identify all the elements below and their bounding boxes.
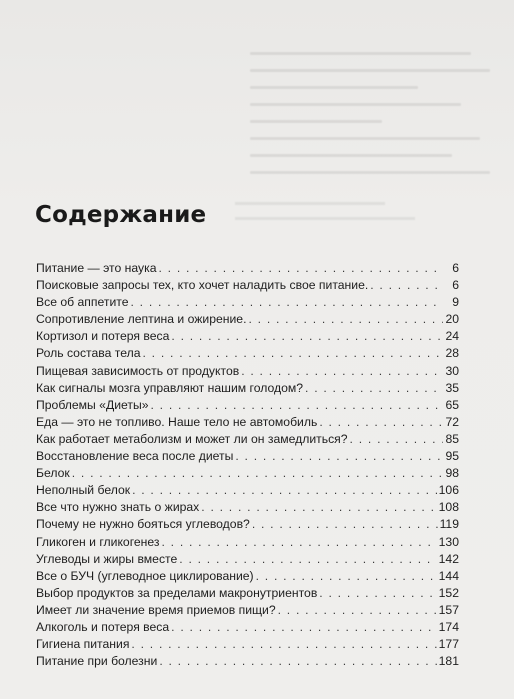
dot-leader — [143, 345, 444, 362]
toc-entry-title: Гигиена питания — [36, 637, 130, 652]
toc-entry[interactable] — [36, 516, 459, 533]
toc-entry-page: 65 — [445, 397, 459, 412]
toc-entry[interactable] — [36, 345, 459, 362]
dot-leader — [151, 397, 444, 414]
dot-leader — [131, 636, 436, 653]
dot-leader — [248, 311, 443, 328]
toc-entry[interactable] — [36, 602, 459, 619]
toc-entry-page: 24 — [445, 329, 459, 344]
toc-entry[interactable] — [36, 482, 459, 499]
toc-entry-title: Все о БУЧ (углеводное циклирование) — [36, 568, 254, 583]
toc-entry[interactable] — [36, 363, 459, 380]
toc-entry-page: 144 — [438, 568, 459, 583]
toc-entry[interactable] — [36, 619, 459, 636]
page-title: Содержание — [35, 202, 207, 228]
toc-entry-page: 108 — [438, 500, 459, 515]
toc-entry-page: 6 — [452, 278, 459, 293]
toc-entry[interactable] — [36, 328, 459, 345]
toc-entry-title: Роль состава тела — [36, 346, 141, 361]
toc-entry[interactable] — [36, 397, 459, 414]
dot-leader — [350, 431, 443, 448]
toc-entry-page: 157 — [438, 602, 459, 617]
toc-entry-page: 130 — [438, 534, 459, 549]
dot-leader — [171, 619, 436, 636]
toc-entry-page: 95 — [445, 449, 459, 464]
dot-leader — [252, 516, 438, 533]
toc-entry-title: Углеводы и жиры вместе — [36, 551, 178, 566]
toc-entry[interactable] — [36, 585, 459, 602]
toc-entry-title: Как сигналы мозга управляют нашим голодом? — [36, 380, 304, 395]
toc-entry[interactable] — [36, 534, 459, 551]
toc-entry[interactable] — [36, 260, 459, 277]
toc-entry-title: Пищевая зависимость от продуктов — [36, 363, 240, 378]
toc-entry[interactable] — [36, 568, 459, 585]
toc-entry-title: Все что нужно знать о жирах — [36, 500, 200, 515]
dot-leader — [179, 551, 436, 568]
toc-entry-page: 98 — [445, 466, 459, 481]
dot-leader — [278, 602, 437, 619]
toc-entry-page: 30 — [445, 363, 459, 378]
toc-entry[interactable] — [36, 431, 459, 448]
dot-leader — [158, 260, 443, 277]
dot-leader — [132, 482, 437, 499]
toc-entry[interactable] — [36, 465, 459, 482]
toc-entry-page: 9 — [452, 295, 459, 310]
dot-leader — [235, 448, 443, 465]
bleed-through-text-lower — [235, 202, 485, 232]
toc-entry[interactable] — [36, 653, 459, 670]
dot-leader — [241, 363, 443, 380]
bleed-through-text — [250, 52, 490, 188]
toc-entry-page: 181 — [438, 654, 459, 669]
toc-entry-title: Почему не нужно бояться углеводов? — [36, 517, 250, 532]
dot-leader — [171, 328, 443, 345]
dot-leader — [161, 534, 436, 551]
toc-entry-title: Проблемы «Диеты» — [36, 397, 149, 412]
toc-entry-page: 142 — [438, 551, 459, 566]
toc-entry[interactable] — [36, 311, 459, 328]
toc-entry-title: Еда — это не топливо. Наше тело не автомобиль — [36, 414, 318, 429]
table-of-contents — [36, 260, 459, 670]
toc-entry-title: Поисковые запросы тех, кто хочет наладить свое питание. — [36, 278, 369, 293]
toc-entry[interactable] — [36, 448, 459, 465]
toc-entry[interactable] — [36, 294, 459, 311]
toc-entry-title: Питание при болезни — [36, 654, 158, 669]
toc-entry-title: Все об аппетите — [36, 295, 129, 310]
toc-entry-title: Алкоголь и потеря веса — [36, 619, 170, 634]
toc-entry-page: 119 — [439, 517, 459, 532]
toc-entry-page: 152 — [438, 585, 459, 600]
dot-leader — [305, 380, 443, 397]
toc-entry-title: Сопротивление лептина и ожирение. — [36, 312, 247, 327]
toc-entry-title: Как работает метаболизм и может ли он замедлиться? — [36, 431, 348, 446]
toc-entry-title: Белок — [36, 466, 70, 481]
toc-entry-page: 85 — [445, 431, 459, 446]
toc-entry[interactable] — [36, 636, 459, 653]
toc-entry-page: 106 — [438, 483, 459, 498]
toc-entry[interactable] — [36, 414, 459, 431]
toc-entry-title: Восстановление веса после диеты — [36, 449, 234, 464]
dot-leader — [370, 277, 443, 294]
toc-entry[interactable] — [36, 277, 459, 294]
toc-entry-page: 35 — [445, 380, 459, 395]
toc-entry[interactable] — [36, 499, 459, 516]
toc-entry-title: Имеет ли значение время приемов пищи? — [36, 602, 276, 617]
toc-entry-title: Неполный белок — [36, 483, 131, 498]
dot-leader — [256, 568, 437, 585]
toc-entry-page: 174 — [438, 619, 459, 634]
dot-leader — [131, 294, 444, 311]
toc-entry-page: 177 — [438, 637, 459, 652]
toc-entry-page: 6 — [452, 261, 459, 275]
dot-leader — [201, 499, 436, 516]
toc-entry[interactable] — [36, 551, 459, 568]
toc-entry-page: 72 — [445, 414, 459, 429]
dot-leader — [319, 414, 443, 431]
toc-entry-title: Гликоген и гликогенез — [36, 534, 160, 549]
toc-entry-title: Питание — это наука — [36, 261, 157, 275]
toc-entry-title: Кортизол и потеря веса — [36, 329, 170, 344]
toc-entry[interactable] — [36, 380, 459, 397]
dot-leader — [72, 465, 443, 482]
toc-entry-title: Выбор продуктов за пределами макронутриентов — [36, 585, 318, 600]
toc-entry-page: 28 — [445, 346, 459, 361]
toc-entry-page: 20 — [445, 312, 459, 327]
dot-leader — [159, 653, 436, 670]
dot-leader — [319, 585, 436, 602]
